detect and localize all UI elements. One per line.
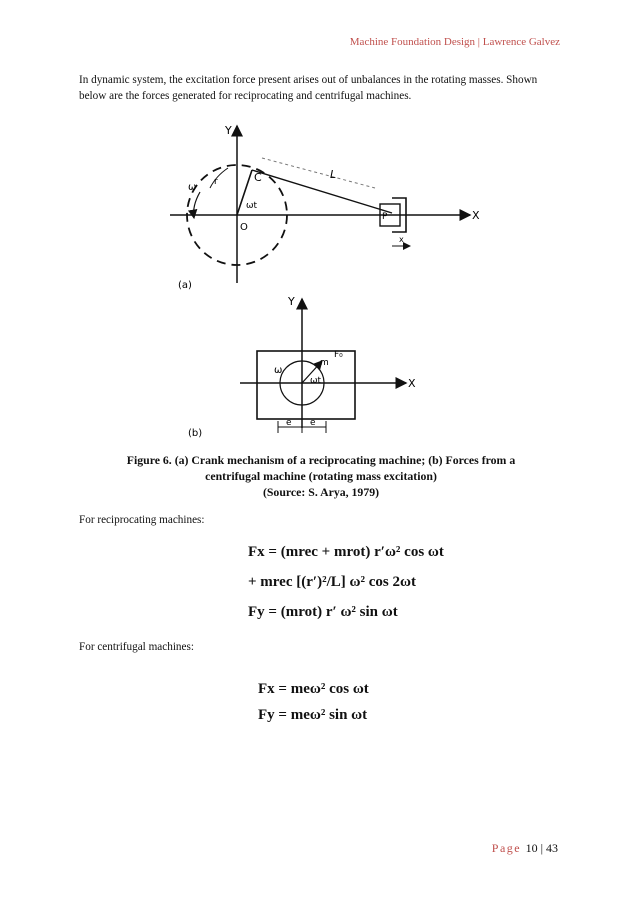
figure-b-centrifugal bbox=[170, 293, 440, 443]
reciprocating-eq-1: Fx = (mrec + mrot) r′ω² cos ωt bbox=[248, 544, 444, 560]
reciprocating-label: For reciprocating machines: bbox=[79, 514, 205, 526]
reciprocating-eq-3: Fy = (mrot) r′ ω² sin ωt bbox=[248, 604, 398, 620]
intro-paragraph: In dynamic system, the excitation force present arises out of unbalances in the rotating masses. Shown below are the forces generated for reciprocating and centrifugal machines. bbox=[79, 74, 538, 102]
fig-a-x-small: x bbox=[399, 235, 404, 244]
page-number: 10 | 43 bbox=[525, 841, 558, 855]
fig-a-o-label: O bbox=[240, 222, 248, 233]
page-word: Page bbox=[491, 841, 522, 855]
reciprocating-eq-2: + mrec [(r′)²/L] ω² cos 2ωt bbox=[248, 574, 416, 590]
page-footer bbox=[492, 841, 558, 856]
fig-a-omega: ω bbox=[188, 182, 197, 193]
caption-line-3: (Source: S. Arya, 1979) bbox=[262, 485, 380, 499]
centrifugal-label: For centrifugal machines: bbox=[79, 641, 194, 653]
fig-a-y-label: Y bbox=[225, 124, 232, 137]
fig-a-r-label: r bbox=[214, 177, 218, 187]
fig-a-x-label: X bbox=[472, 209, 480, 222]
fig-a-panel-label: (a) bbox=[178, 280, 192, 291]
fig-b-panel-label: (b) bbox=[188, 428, 203, 439]
fig-b-y-label: Y bbox=[288, 295, 295, 308]
figure-caption bbox=[79, 452, 563, 500]
fig-b-m-label: m bbox=[320, 358, 329, 368]
page-header: Machine Foundation Design | Lawrence Galvez bbox=[349, 36, 560, 48]
fig-b-x-label: X bbox=[408, 377, 416, 390]
fig-b-omega-t: ωt bbox=[310, 376, 322, 386]
fig-a-c-label: C bbox=[254, 171, 262, 184]
fig-b-e2: e bbox=[310, 418, 316, 428]
centrifugal-eq-2: Fy = meω² sin ωt bbox=[258, 707, 368, 723]
fig-a-omega-t: ωt bbox=[246, 201, 258, 211]
fig-b-e1: e bbox=[286, 418, 292, 428]
fig-a-l-label: L bbox=[330, 168, 337, 181]
fig-b-omega: ω bbox=[274, 365, 283, 376]
caption-line-2: centrifugal machine (rotating mass excitation) bbox=[205, 469, 437, 483]
fig-b-f0-label: F₀ bbox=[334, 350, 343, 360]
caption-line-1: Figure 6. (a) Crank mechanism of a reciprocating machine; (b) Forces from a bbox=[126, 453, 516, 467]
centrifugal-eq-1: Fx = meω² cos ωt bbox=[258, 681, 369, 697]
fig-a-p-label: P bbox=[382, 212, 388, 222]
figure-a-crank-mechanism bbox=[170, 118, 480, 293]
